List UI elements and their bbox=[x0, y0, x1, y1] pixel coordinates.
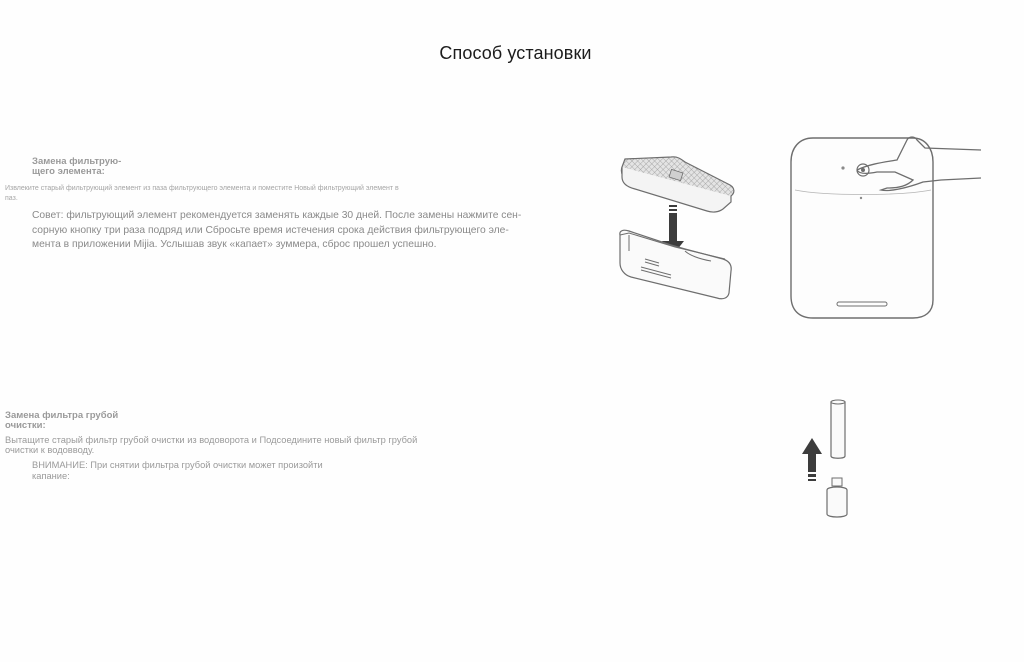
tip-line1: Совет: фильтрующий элемент рекомендуется заменять каждые 30 дней. После замены нажмите сен- bbox=[32, 210, 522, 221]
arrow-up-icon bbox=[802, 438, 822, 481]
filter-element-instruction-line1: Извлеките старый фильтрующий элемент из паза фильтрующего элемента и поместите Новый фильтрующий элемент в bbox=[5, 185, 399, 192]
coarse-filter-heading bbox=[5, 411, 118, 431]
tip-line2: сорную кнопку три раза подряд или Сбросьте время истечения срока действия фильтрующего эле- bbox=[32, 224, 509, 236]
coarse-instruction-line2: очистки к водовводу. bbox=[5, 444, 95, 455]
device-button-press-illustration bbox=[785, 130, 985, 325]
filter-tray-illustration bbox=[615, 155, 740, 305]
warning-line2: капание: bbox=[32, 470, 70, 481]
coarse-filter-illustration bbox=[800, 398, 860, 523]
filter-element-shape bbox=[621, 157, 733, 212]
filter-element-heading bbox=[32, 157, 121, 177]
coarse-filter-instruction bbox=[5, 436, 485, 455]
coarse-filter-tube bbox=[831, 400, 845, 458]
filter-element-heading-line1: Замена фильтрую- bbox=[32, 156, 122, 167]
filter-element-instruction-line2: паз. bbox=[5, 195, 18, 202]
filter-element-instruction bbox=[5, 184, 465, 204]
filter-element-heading-line2: щего элемента: bbox=[32, 166, 105, 177]
coarse-instruction-line1: Вытащите старый фильтр грубой очистки из водоворота и Подсоедините новый фильтр грубой bbox=[5, 435, 418, 445]
coarse-filter-heading-line1: Замена фильтра грубой bbox=[5, 410, 119, 421]
water-inlet-fitting bbox=[827, 478, 847, 517]
page-title: Способ установки bbox=[439, 43, 592, 63]
coarse-filter-warning bbox=[32, 460, 392, 481]
coarse-filter-heading-line2: очистки: bbox=[5, 420, 46, 431]
filter-element-tip bbox=[32, 209, 572, 253]
warning-line1: ВНИМАНИЕ: При снятии фильтра грубой очистки может произойти bbox=[32, 460, 323, 470]
tip-line3: мента в приложении Mijia. Услышав звук «капает» зуммера, сброс прошел успешно. bbox=[32, 239, 437, 251]
